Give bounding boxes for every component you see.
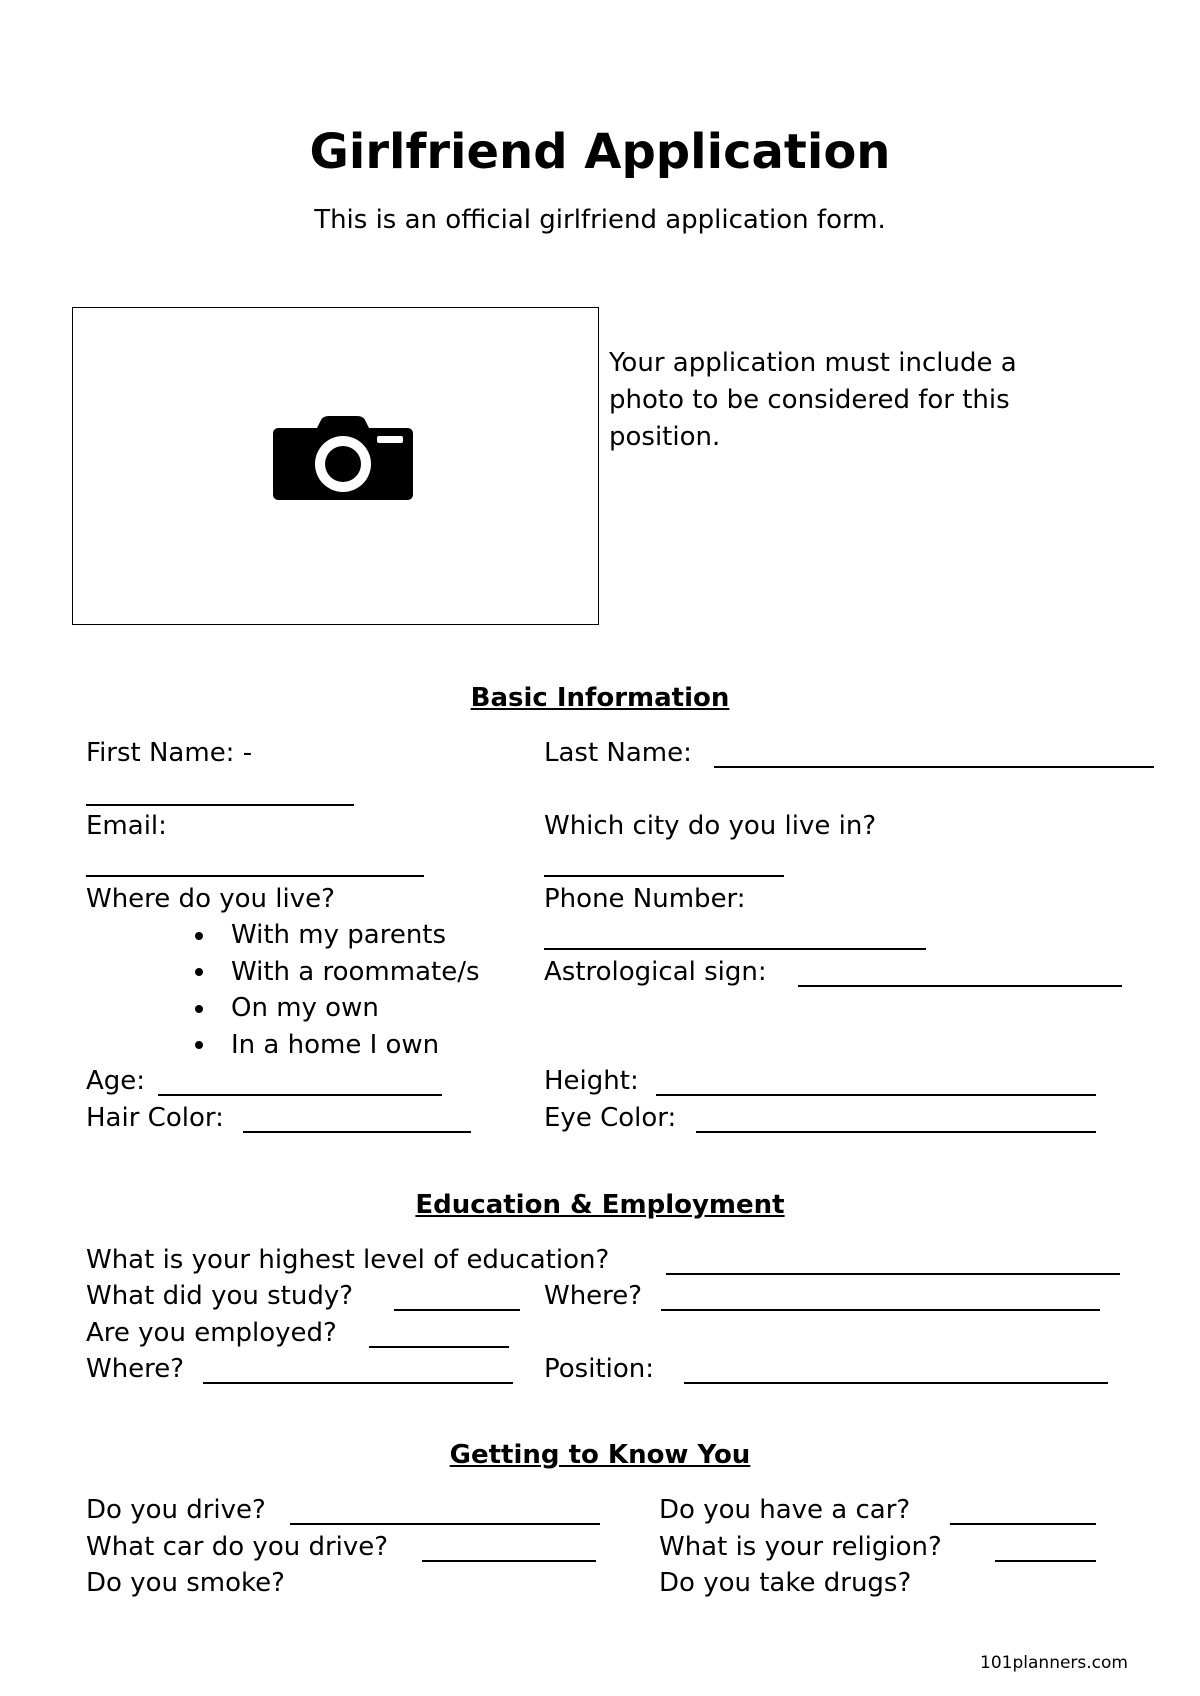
drive-label: Do you drive?	[86, 1495, 266, 1525]
position-label: Position:	[544, 1354, 654, 1384]
bullet-icon	[195, 1041, 203, 1049]
study-where-field[interactable]	[661, 1309, 1100, 1311]
city-field[interactable]	[544, 875, 784, 877]
height-label: Height:	[544, 1066, 639, 1096]
live-option[interactable]: In a home I own	[231, 1030, 440, 1060]
camera-icon	[273, 416, 413, 500]
have-car-label: Do you have a car?	[659, 1495, 911, 1525]
live-option[interactable]: With a roommate/s	[231, 957, 480, 987]
city-label: Which city do you live in?	[544, 811, 877, 841]
email-label: Email:	[86, 811, 167, 841]
drugs-label: Do you take drugs?	[659, 1568, 912, 1598]
work-where-field[interactable]	[203, 1382, 513, 1384]
note-line: position.	[609, 422, 721, 452]
astrological-sign-field[interactable]	[798, 985, 1122, 987]
drive-field[interactable]	[290, 1523, 600, 1525]
hair-color-field[interactable]	[243, 1131, 471, 1133]
bullet-icon	[195, 932, 203, 940]
last-name-field[interactable]	[714, 766, 1154, 768]
what-car-field[interactable]	[422, 1560, 596, 1562]
bullet-icon	[195, 968, 203, 976]
age-field[interactable]	[158, 1094, 442, 1096]
hair-color-label: Hair Color:	[86, 1103, 224, 1133]
footer-brand: 101planners.com	[980, 1653, 1128, 1673]
section-heading-know-you: Getting to Know You	[449, 1440, 751, 1470]
study-label: What did you study?	[86, 1281, 354, 1311]
work-where-label: Where?	[86, 1354, 185, 1384]
photo-upload-box[interactable]	[72, 307, 599, 625]
page-title: Girlfriend Application	[309, 124, 891, 180]
position-field[interactable]	[684, 1382, 1108, 1384]
page-subtitle: This is an official girlfriend application form.	[314, 205, 886, 235]
age-label: Age:	[86, 1066, 146, 1096]
height-field[interactable]	[656, 1094, 1096, 1096]
where-live-label: Where do you live?	[86, 884, 335, 914]
live-option[interactable]: On my own	[231, 993, 379, 1023]
what-car-label: What car do you drive?	[86, 1532, 389, 1562]
bullet-icon	[195, 1005, 203, 1013]
first-name-label: First Name: -	[86, 738, 253, 768]
eye-color-label: Eye Color:	[544, 1103, 677, 1133]
photo-requirement-note	[609, 345, 1089, 456]
section-heading-education: Education & Employment	[415, 1190, 785, 1220]
religion-field[interactable]	[995, 1560, 1096, 1562]
email-field[interactable]	[86, 875, 424, 877]
have-car-field[interactable]	[950, 1523, 1096, 1525]
employed-field[interactable]	[369, 1346, 509, 1348]
note-line: photo to be considered for this	[609, 385, 1010, 415]
first-name-field[interactable]	[86, 804, 354, 806]
note-line: Your application must include a	[609, 348, 1017, 378]
study-field[interactable]	[394, 1309, 520, 1311]
live-option[interactable]: With my parents	[231, 920, 447, 950]
study-where-label: Where?	[544, 1281, 643, 1311]
education-level-label: What is your highest level of education?	[86, 1245, 610, 1275]
education-level-field[interactable]	[666, 1273, 1120, 1275]
phone-label: Phone Number:	[544, 884, 746, 914]
phone-field[interactable]	[544, 948, 926, 950]
last-name-label: Last Name:	[544, 738, 692, 768]
eye-color-field[interactable]	[696, 1131, 1096, 1133]
employed-label: Are you employed?	[86, 1318, 337, 1348]
section-heading-basic: Basic Information	[470, 683, 730, 713]
astrological-sign-label: Astrological sign:	[544, 957, 767, 987]
smoke-label: Do you smoke?	[86, 1568, 285, 1598]
religion-label: What is your religion?	[659, 1532, 942, 1562]
